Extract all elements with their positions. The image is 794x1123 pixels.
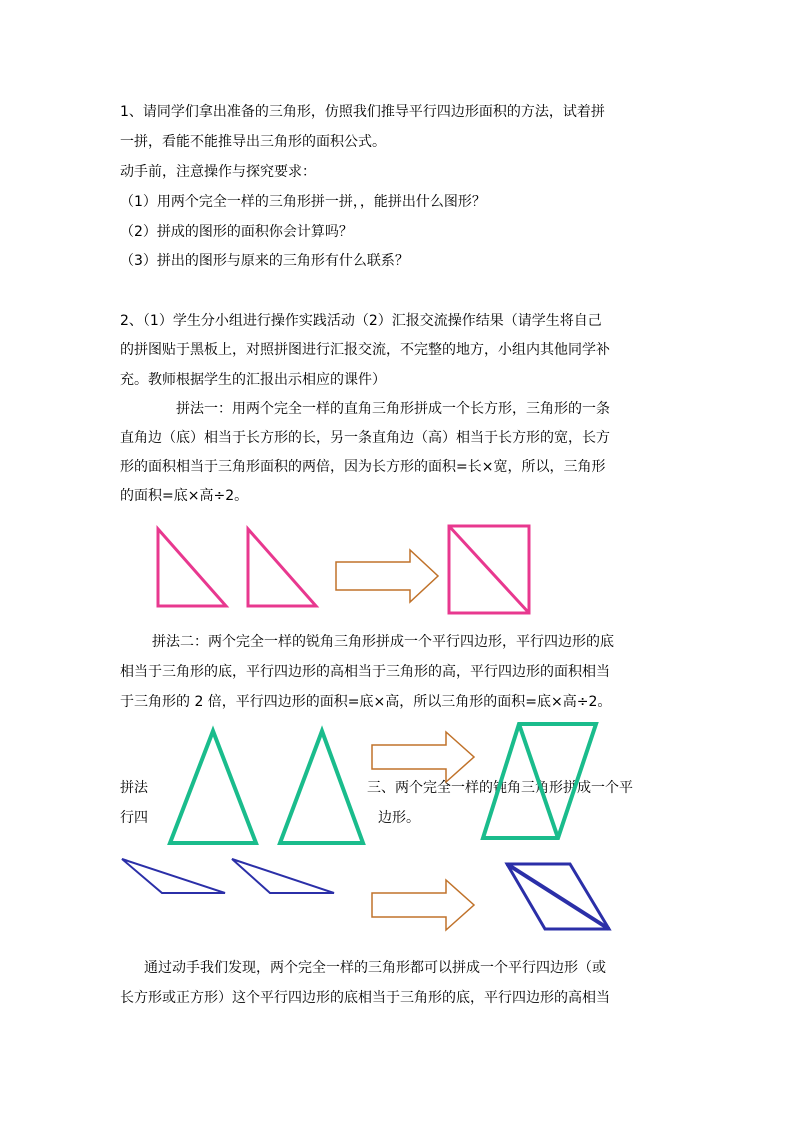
q1-item-2: （2）拼成的图形的面积你会计算吗？: [120, 224, 353, 240]
q2-line-3: 充。教师根据学生的汇报出示相应的课件）: [120, 372, 386, 388]
q2-line-2: 的拼图贴于黑板上，对照拼图进行汇报交流，不完整的地方，小组内其他同学补: [120, 342, 610, 358]
conclusion-line-2: 长方形或正方形）这个平行四边形的底相当于三角形的底，平行四边形的高相当: [120, 990, 610, 1006]
obtuse-triangle-figure-group: [122, 859, 609, 930]
transform-arrow-1: [336, 550, 438, 602]
transform-arrow-3: [372, 880, 474, 930]
right-triangle-figure-group: [158, 526, 529, 613]
q1-item-1: （1）用两个完全一样的三角形拼一拼，，能拼出什么图形？: [120, 194, 486, 210]
conclusion-line-1: 通过动手我们发现，两个完全一样的三角形都可以拼成一个平行四边形（或: [144, 960, 606, 976]
transform-arrow-2: [372, 732, 474, 782]
q1-instructions: 动手前，注意操作与探究要求：: [120, 164, 316, 180]
acute-triangle-1: [170, 731, 256, 843]
obtuse-triangle-1: [122, 859, 225, 893]
method-1-line-1: 拼法一：用两个完全一样的直角三角形拼成一个长方形，三角形的一条: [176, 401, 610, 417]
obtuse-triangle-2: [232, 859, 334, 893]
right-triangle-2: [248, 529, 316, 606]
method-3-fragment-left-2: 行四: [120, 810, 148, 826]
right-triangle-1: [158, 529, 226, 606]
q1-line-2: 一拼，看能不能推导出三角形的面积公式。: [120, 134, 386, 150]
method-1-line-4: 的面积=底×高÷2。: [120, 488, 249, 504]
method-3-fragment-right-2: 边形。: [378, 810, 420, 826]
q1-item-3: （3）拼出的图形与原来的三角形有什么联系？: [120, 253, 409, 269]
parallelogram-acute-diagonal: [519, 724, 558, 838]
acute-triangle-figure-group: [170, 724, 596, 843]
method-3-fragment-right-1: 三、两个完全一样的钝角三角形拼成一个平: [367, 780, 633, 796]
method-1-line-3: 形的面积相当于三角形面积的两倍，因为长方形的面积=长×宽，所以，三角形: [120, 459, 606, 475]
method-2-line-1: 拼法二：两个完全一样的锐角三角形拼成一个平行四边形，平行四边形的底: [152, 634, 614, 650]
acute-triangle-2: [280, 731, 363, 843]
q1-line-1: 1、请同学们拿出准备的三角形，仿照我们推导平行四边形面积的方法，试着拼: [120, 104, 605, 120]
method-3-fragment-left-1: 拼法: [120, 780, 148, 796]
method-2-line-2: 相当于三角形的底，平行四边形的高相当于三角形的高，平行四边形的面积相当: [120, 664, 610, 680]
method-2-line-3: 于三角形的 2 倍，平行四边形的面积=底×高，所以三角形的面积=底×高÷2。: [120, 694, 612, 710]
q2-line-1: 2、（1）学生分小组进行操作实践活动（2）汇报交流操作结果（请学生将自己: [120, 313, 602, 329]
method-1-line-2: 直角边（底）相当于长方形的长，另一条直角边（高）相当于长方形的宽，长方: [120, 430, 610, 446]
parallelogram-obtuse-diagonal: [507, 864, 609, 929]
rectangle-diagonal: [449, 526, 529, 613]
